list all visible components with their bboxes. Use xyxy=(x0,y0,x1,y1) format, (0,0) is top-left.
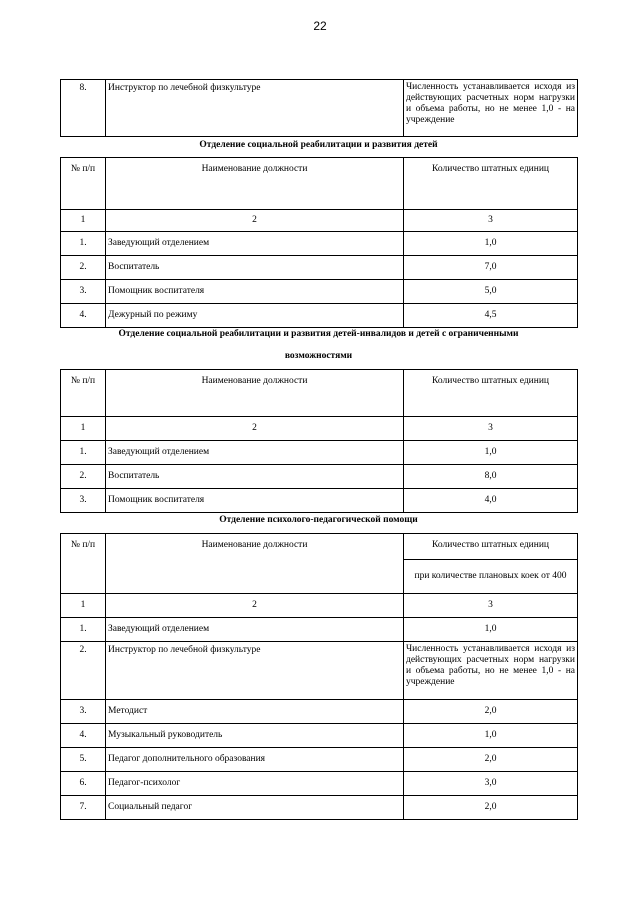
staff-count: 3,0 xyxy=(404,772,578,796)
row-number: 3. xyxy=(61,489,106,513)
position-name: Инструктор по лечебной физкультуре xyxy=(106,80,404,137)
position-name: Музыкальный руководитель xyxy=(106,724,404,748)
staff-count: 2,0 xyxy=(404,700,578,724)
staff-count: 2,0 xyxy=(404,748,578,772)
row-number: 7. xyxy=(61,796,106,820)
section-title-line-2: возможностями xyxy=(284,351,353,361)
table-row xyxy=(61,796,578,820)
position-name: Педагог-психолог xyxy=(106,772,404,796)
header-number: № п/п xyxy=(61,534,106,594)
header-count: Количество штатных единиц xyxy=(404,158,578,210)
row-number: 6. xyxy=(61,772,106,796)
header-position: Наименование должности xyxy=(106,158,404,210)
row-number: 8. xyxy=(61,80,106,137)
column-index-row xyxy=(61,594,578,618)
position-name: Воспитатель xyxy=(106,256,404,280)
table-header-row xyxy=(61,534,578,560)
index-1: 1 xyxy=(61,417,106,441)
index-3: 3 xyxy=(404,594,578,618)
section-title: Отделение социальной реабилитации и развития детей xyxy=(199,140,438,150)
staff-count: 1,0 xyxy=(404,618,578,642)
section-title: Отделение психолого-педагогической помощи xyxy=(219,515,418,525)
staff-count: 4,5 xyxy=(404,304,578,328)
index-3: 3 xyxy=(404,417,578,441)
row-number: 4. xyxy=(61,304,106,328)
position-name: Воспитатель xyxy=(106,465,404,489)
position-name: Педагог дополнительного образования xyxy=(106,748,404,772)
section-3-table xyxy=(60,533,578,820)
position-name: Помощник воспитателя xyxy=(106,489,404,513)
position-name: Заведующий отделением xyxy=(106,618,404,642)
staff-count: 8,0 xyxy=(404,465,578,489)
row-number: 1. xyxy=(61,441,106,465)
header-count: Количество штатных единиц xyxy=(404,370,578,417)
staff-count: 2,0 xyxy=(404,796,578,820)
table-row xyxy=(61,256,578,280)
position-name: Заведующий отделением xyxy=(106,232,404,256)
header-count: Количество штатных единиц xyxy=(404,534,578,560)
column-index-row xyxy=(61,210,578,232)
position-name: Дежурный по режиму xyxy=(106,304,404,328)
row-number: 4. xyxy=(61,724,106,748)
index-2: 2 xyxy=(106,594,404,618)
table-row xyxy=(61,304,578,328)
index-1: 1 xyxy=(61,594,106,618)
table-row xyxy=(61,280,578,304)
table-row xyxy=(61,724,578,748)
section-1-table xyxy=(60,157,578,328)
staff-count: Численность устанавливается исходя из действующих расчетных норм нагрузки и объема работы, но не менее 1,0 - на учреждение xyxy=(404,642,578,700)
table-row xyxy=(61,489,578,513)
column-index-row xyxy=(61,417,578,441)
header-position: Наименование должности xyxy=(106,370,404,417)
staff-count: 5,0 xyxy=(404,280,578,304)
row-number: 3. xyxy=(61,700,106,724)
position-name: Заведующий отделением xyxy=(106,441,404,465)
index-2: 2 xyxy=(106,417,404,441)
header-number: № п/п xyxy=(61,158,106,210)
row-number: 2. xyxy=(61,465,106,489)
row-number: 5. xyxy=(61,748,106,772)
continuation-table xyxy=(60,79,578,137)
index-2: 2 xyxy=(106,210,404,232)
staff-count: 7,0 xyxy=(404,256,578,280)
table-row xyxy=(61,441,578,465)
position-name: Социальный педагог xyxy=(106,796,404,820)
table-row xyxy=(61,700,578,724)
index-3: 3 xyxy=(404,210,578,232)
staff-count: 1,0 xyxy=(404,441,578,465)
position-name: Помощник воспитателя xyxy=(106,280,404,304)
position-name: Инструктор по лечебной физкультуре xyxy=(106,642,404,700)
header-position: Наименование должности xyxy=(106,534,404,594)
table-row xyxy=(61,618,578,642)
page-number: 22 xyxy=(313,19,327,33)
staff-count: 1,0 xyxy=(404,232,578,256)
position-name: Методист xyxy=(106,700,404,724)
table-header-row xyxy=(61,158,578,210)
section-title-line-1: Отделение социальной реабилитации и развития детей-инвалидов и детей с ограниченными xyxy=(118,329,519,339)
index-1: 1 xyxy=(61,210,106,232)
table-row xyxy=(61,772,578,796)
staff-count: 4,0 xyxy=(404,489,578,513)
table-row xyxy=(61,748,578,772)
row-number: 1. xyxy=(61,618,106,642)
staff-count: 1,0 xyxy=(404,724,578,748)
section-2-table xyxy=(60,369,578,513)
header-number: № п/п xyxy=(61,370,106,417)
row-number: 2. xyxy=(61,256,106,280)
row-number: 1. xyxy=(61,232,106,256)
header-count-subheading: при количестве плановых коек от 400 xyxy=(404,560,578,594)
table-row xyxy=(61,80,578,137)
row-number: 3. xyxy=(61,280,106,304)
table-row xyxy=(61,465,578,489)
table-row xyxy=(61,232,578,256)
table-row xyxy=(61,642,578,700)
staff-count: Численность устанавливается исходя из действующих расчетных норм нагрузки и объема работы, но не менее 1,0 - на учреждение xyxy=(404,80,578,137)
row-number: 2. xyxy=(61,642,106,700)
table-header-row xyxy=(61,370,578,417)
